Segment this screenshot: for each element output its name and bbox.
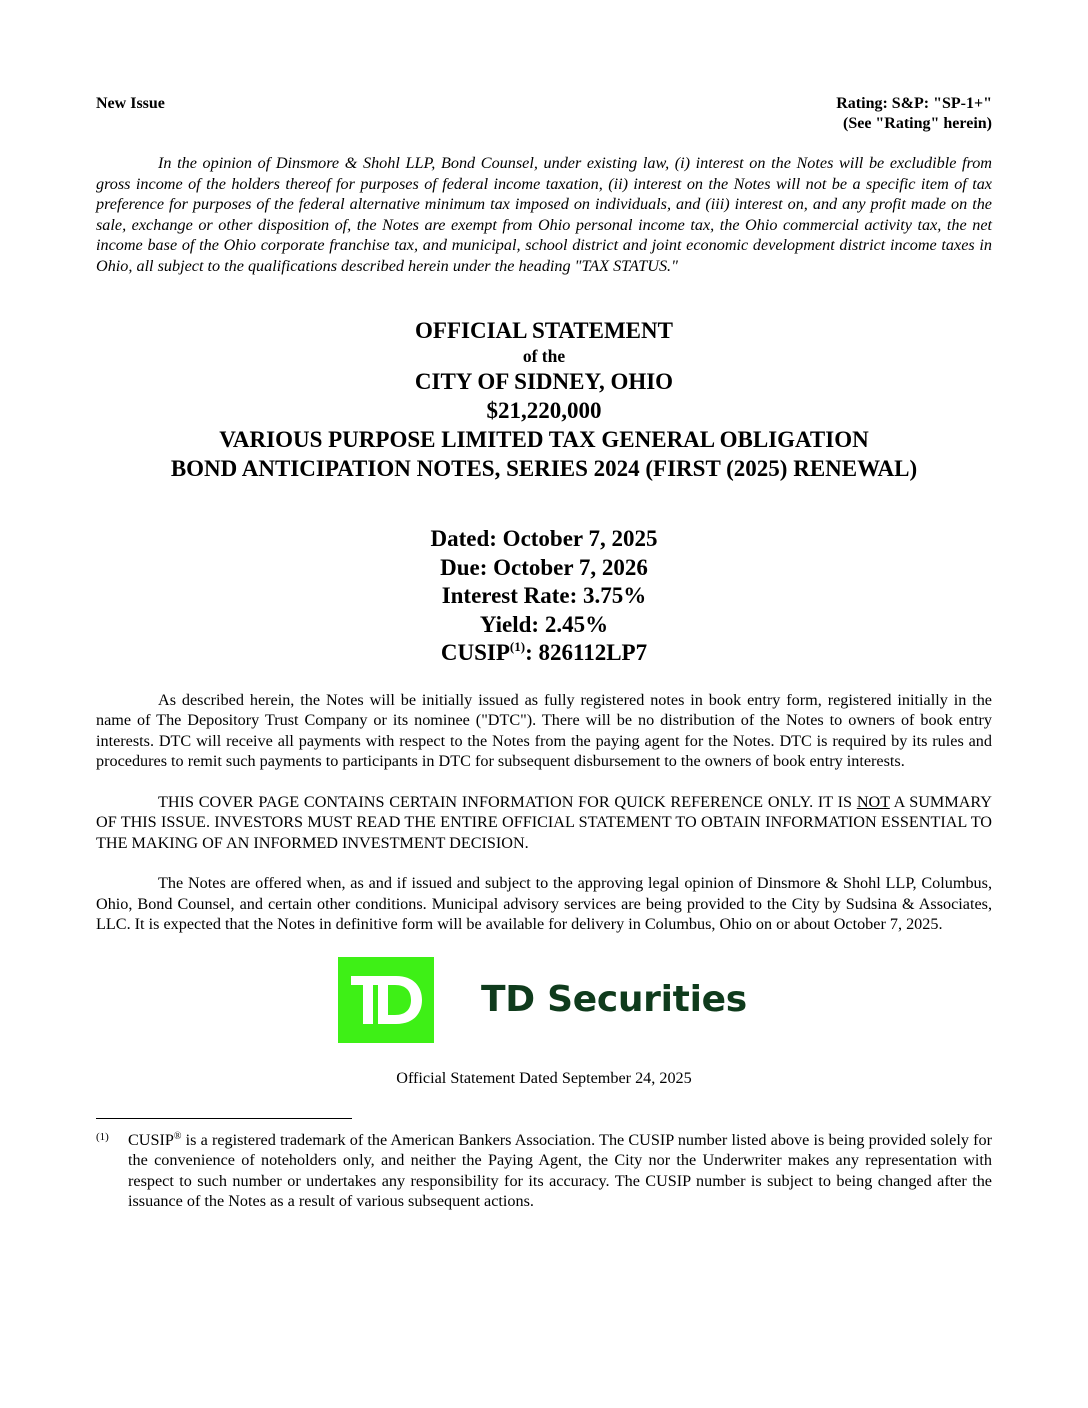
registered-mark: ® <box>173 1130 182 1142</box>
footnote-text-block <box>128 1130 992 1212</box>
footnote-mark: (1) <box>96 1130 109 1143</box>
header <box>96 94 992 134</box>
cusip-value: : 826112LP7 <box>525 640 648 665</box>
tax-opinion-paragraph: In the opinion of Dinsmore & Shohl LLP, Bond Counsel, under existing law, (i) interest on the Notes will be excludible from gross income of the holders thereof for purposes of federal income taxation, (ii) interest on the Notes will not be a specific item of tax preference for purposes of the federal alternative minimum tax imposed on individuals, and (iii) interest on, and any profit made on the sale, exchange or other disposition of, the Notes are exempt from Ohio personal income tax, the Ohio commercial activity tax, the net income base of the Ohio corporate franchise tax, and municipal, school district and joint economic development district income taxes in Ohio, all subject to the qualifications described herein under the heading "TAX STATUS." <box>96 154 992 275</box>
title-block <box>96 316 992 483</box>
due-date: Due: October 7, 2026 <box>440 554 648 580</box>
quick-reference-paragraph <box>96 792 992 854</box>
quick-reference-text-a: THIS COVER PAGE CONTAINS CERTAIN INFORMATION FOR QUICK REFERENCE ONLY. IT IS <box>158 792 857 811</box>
cusip-line <box>96 639 992 668</box>
issue-amount: $21,220,000 <box>486 398 602 423</box>
title-connector: of the <box>522 346 566 366</box>
rating-block <box>836 94 992 134</box>
new-issue-label: New Issue <box>96 95 165 112</box>
footnote-text: is a registered trademark of the American Bankers Association. The CUSIP number listed above is being provided solely for the convenience of noteholders only, and neither the Paying Agent, the City nor the Underwriter makes any representation with respect to such number or undertakes any responsibility for its accuracy. The CUSIP number is subject to being changed after the issuance of the Notes as a result of various subsequent actions. <box>128 1130 992 1210</box>
rating-line: Rating: S&P: "SP-1+" <box>836 95 992 112</box>
document-title: OFFICIAL STATEMENT <box>415 318 673 343</box>
quick-reference-text-b: A SUMMARY OF THIS ISSUE. INVESTORS MUST READ THE ENTIRE OFFICIAL STATEMENT TO OBTAIN INFORMATION ESSENTIAL TO THE MAKING OF AN INFORMED INVESTMENT DECISION. <box>96 792 992 852</box>
not-emphasis: NOT <box>856 792 890 811</box>
interest-rate: Interest Rate: 3.75% <box>441 583 647 608</box>
offering-paragraph: The Notes are offered when, as and if issued and subject to the approving legal opinion of Dinsmore & Shohl LLP, Columbus, Ohio, Bond Counsel, and certain other conditions. Municipal advisory services are being provided to the City by Sudsina & Associates, LLC. It is expected that the Notes in definitive form will be available for delivery in Columbus, Ohio on or about October 7, 2025. <box>96 874 992 933</box>
terms-block <box>96 525 992 668</box>
footnote-divider <box>96 1118 352 1119</box>
yield: Yield: 2.45% <box>479 611 609 637</box>
issue-description-line1: VARIOUS PURPOSE LIMITED TAX GENERAL OBLIGATION <box>219 427 869 452</box>
dated-date: Dated: October 7, 2025 <box>430 526 658 551</box>
rating-reference: (See "Rating" herein) <box>842 115 992 132</box>
cover-page <box>96 94 992 1212</box>
footnote-cusip: CUSIP <box>128 1130 174 1149</box>
underwriter-logo <box>338 957 992 1043</box>
footnote <box>96 1130 992 1212</box>
book-entry-paragraph: As described herein, the Notes will be initially issued as fully registered notes in book entry form, registered initially in the name of The Depository Trust Company or its nominee ("DTC"). There will be no distribution of the Notes to owners of book entry interests. DTC will receive all payments with respect to the Notes from the paying agent for the Notes. DTC is required by its rules and procedures to remit such payments to participants in DTC for subsequent disbursement to the owners of book entry interests. <box>96 690 992 770</box>
official-statement-date: Official Statement Dated September 24, 2025 <box>396 1068 692 1087</box>
issuer-name: CITY OF SIDNEY, OHIO <box>414 369 674 394</box>
issue-description-line2: BOND ANTICIPATION NOTES, SERIES 2024 (FIRST (2025) RENEWAL) <box>170 456 918 481</box>
td-shield-logo <box>338 957 434 1043</box>
cusip-label: CUSIP <box>440 640 510 665</box>
underwriter-wordmark: TD Securities <box>481 979 747 1020</box>
cusip-footnote-ref: (1) <box>509 639 526 654</box>
